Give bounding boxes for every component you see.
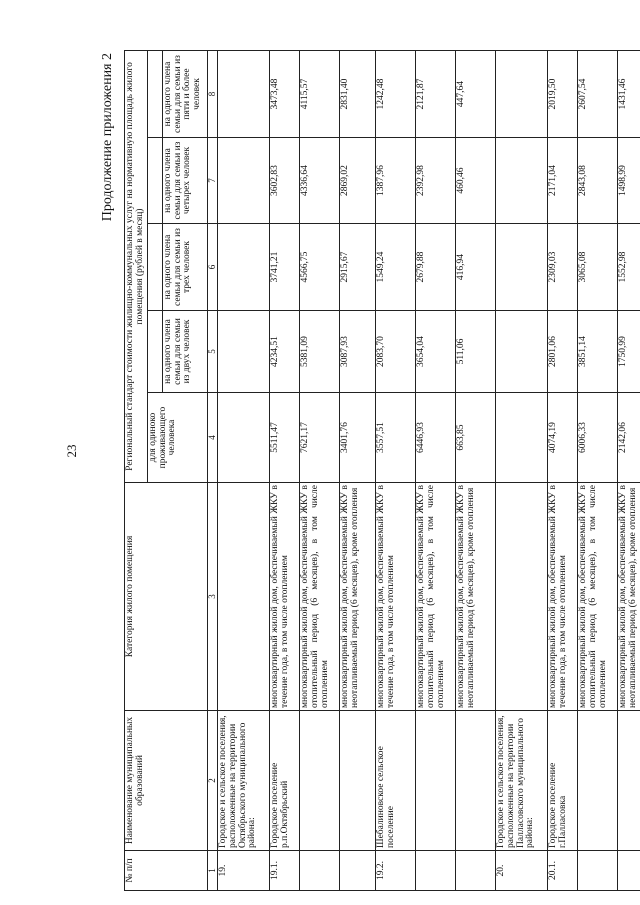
table-row xyxy=(416,50,456,890)
cell-num xyxy=(300,851,340,891)
cell-num: 20.1. xyxy=(548,851,578,891)
column-number: 4 xyxy=(208,393,218,483)
table-row xyxy=(618,50,640,890)
cell-name: Городское и сельское поселения, расположенные на территории Палласовского муниципального района: xyxy=(496,711,548,851)
cell-v6: 2679,88 xyxy=(416,224,456,311)
table-row xyxy=(218,50,270,890)
cell-num xyxy=(456,851,496,891)
table-row xyxy=(376,50,416,890)
cell-v7: 4336,64 xyxy=(300,138,340,224)
table-row xyxy=(578,50,618,890)
cell-num xyxy=(416,851,456,891)
cell-num: 19. xyxy=(218,851,270,891)
cell-v6: 416,94 xyxy=(456,224,496,311)
standard-cost-table xyxy=(124,50,640,891)
cell-v4: 3557,51 xyxy=(376,393,416,483)
header-spacer-8 xyxy=(148,50,163,137)
cell-v8: 1431,46 xyxy=(618,50,640,137)
header-col6: на одного члена семьи для семьи из трех человек xyxy=(163,224,208,311)
cell-v4: 6006,33 xyxy=(578,393,618,483)
cell-v5 xyxy=(218,311,270,393)
cell-v4: 663,85 xyxy=(456,393,496,483)
column-number: 8 xyxy=(208,50,218,137)
column-number: 7 xyxy=(208,138,218,224)
header-category: Категория жилого помещения xyxy=(125,483,208,711)
cell-v7: 2843,08 xyxy=(578,138,618,224)
cell-v6: 1552,98 xyxy=(618,224,640,311)
cell-category: многоквартирный жилой дом, обеспечиваемый ЖКУ в неотапливаемый период (6 месяцев), кроме отопления xyxy=(340,483,376,711)
cell-category: многоквартирный жилой дом, обеспечиваемый ЖКУ в течение года, в том числе отоплением xyxy=(376,483,416,711)
cell-category xyxy=(218,483,270,711)
cell-name xyxy=(300,711,340,851)
cell-v4: 3401,76 xyxy=(340,393,376,483)
cell-category: многоквартирный жилой дом, обеспечиваемый ЖКУ в отопительный период (6 месяцев), в том числе отоплением xyxy=(578,483,618,711)
cell-v5: 2083,70 xyxy=(376,311,416,393)
column-number: 6 xyxy=(208,224,218,311)
cell-num: 20. xyxy=(496,851,548,891)
cell-v8: 3473,48 xyxy=(270,50,300,137)
cell-v6: 3065,08 xyxy=(578,224,618,311)
cell-v8: 2607,54 xyxy=(578,50,618,137)
cell-category: многоквартирный жилой дом, обеспечиваемый ЖКУ в течение года, в том числе отоплением xyxy=(548,483,578,711)
cell-v8: 2831,40 xyxy=(340,50,376,137)
cell-v5: 511,06 xyxy=(456,311,496,393)
cell-v4: 2142,06 xyxy=(618,393,640,483)
cell-v8 xyxy=(218,50,270,137)
header-col8: на одного члена семьи для семьи из пяти и более человек xyxy=(163,50,208,137)
cell-v7: 3602,83 xyxy=(270,138,300,224)
cell-v7: 460,46 xyxy=(456,138,496,224)
table-row xyxy=(548,50,578,890)
cell-name: Городское поселение г.Палласовка xyxy=(548,711,578,851)
cell-name xyxy=(578,711,618,851)
cell-v8: 2019,50 xyxy=(548,50,578,137)
cell-name: Шебалиновское сельское поселение xyxy=(376,711,416,851)
cell-v6: 4566,75 xyxy=(300,224,340,311)
cell-category xyxy=(496,483,548,711)
cell-v6: 2915,67 xyxy=(340,224,376,311)
continuation-title: Продолжение приложения 2 xyxy=(100,53,115,222)
cell-v5: 3654,04 xyxy=(416,311,456,393)
header-standard: Региональный стандарт стоимости жилищно-коммунальных услуг на нормативную площадь жилого помещения (рублей в месяц) xyxy=(125,50,148,482)
cell-name xyxy=(416,711,456,851)
cell-v4: 7621,17 xyxy=(300,393,340,483)
cell-category: многоквартирный жилой дом, обеспечиваемый ЖКУ в отопительный период (6 месяцев), в том числе отоплением xyxy=(416,483,456,711)
page-number: 23 xyxy=(64,444,79,458)
cell-v7 xyxy=(218,138,270,224)
cell-v8: 1242,48 xyxy=(376,50,416,137)
cell-name: Городское и сельское поселения, расположенные на территории Октябрьского муниципального района: xyxy=(218,711,270,851)
table-row xyxy=(300,50,340,890)
cell-v7: 1498,99 xyxy=(618,138,640,224)
cell-v4 xyxy=(218,393,270,483)
cell-name xyxy=(456,711,496,851)
cell-v5: 2801,06 xyxy=(548,311,578,393)
cell-v7 xyxy=(496,138,548,224)
cell-name xyxy=(340,711,376,851)
cell-v7: 1387,96 xyxy=(376,138,416,224)
table-row xyxy=(340,50,376,890)
cell-v8: 447,64 xyxy=(456,50,496,137)
cell-v4: 5511,47 xyxy=(270,393,300,483)
cell-v6: 3741,21 xyxy=(270,224,300,311)
cell-num: 19.1. xyxy=(270,851,300,891)
cell-category: многоквартирный жилой дом, обеспечиваемый ЖКУ в неотапливаемый период (6 месяцев), кроме отопления xyxy=(618,483,640,711)
cell-v6 xyxy=(218,224,270,311)
cell-v7: 2392,98 xyxy=(416,138,456,224)
cell-v5: 5381,09 xyxy=(300,311,340,393)
cell-v8: 2121,87 xyxy=(416,50,456,137)
cell-v5: 3851,14 xyxy=(578,311,618,393)
cell-v4: 4074,19 xyxy=(548,393,578,483)
cell-v8: 4115,57 xyxy=(300,50,340,137)
cell-num xyxy=(578,851,618,891)
cell-v4 xyxy=(496,393,548,483)
cell-category: многоквартирный жилой дом, обеспечиваемый ЖКУ в неотапливаемый период (6 месяцев), кроме отопления xyxy=(456,483,496,711)
table-row xyxy=(496,50,548,890)
header-spacer-7 xyxy=(148,138,163,224)
cell-category: многоквартирный жилой дом, обеспечиваемый ЖКУ в отопительный период (6 месяцев), в том числе отоплением xyxy=(300,483,340,711)
cell-name: Городское поселение р.п.Октябрьский xyxy=(270,711,300,851)
header-spacer-5 xyxy=(148,311,163,393)
cell-v5: 4234,51 xyxy=(270,311,300,393)
cell-v4: 6446,93 xyxy=(416,393,456,483)
column-number: 3 xyxy=(208,483,218,711)
cell-v6: 2309,03 xyxy=(548,224,578,311)
cell-v6: 1549,24 xyxy=(376,224,416,311)
cell-v7: 2869,02 xyxy=(340,138,376,224)
header-col7: на одного члена семьи для семьи из четырех человек xyxy=(163,138,208,224)
cell-num xyxy=(340,851,376,891)
cell-v5: 1750,99 xyxy=(618,311,640,393)
cell-name xyxy=(618,711,640,851)
header-name: Наименование муниципальных образований xyxy=(125,711,208,851)
cell-v5 xyxy=(496,311,548,393)
header-col5: на одного члена семьи для семьи из двух человек xyxy=(163,311,208,393)
cell-num xyxy=(618,851,640,891)
cell-v6 xyxy=(496,224,548,311)
column-number: 2 xyxy=(208,711,218,851)
cell-num: 19.2. xyxy=(376,851,416,891)
table-row xyxy=(456,50,496,890)
rotated-table-sheet xyxy=(100,51,638,891)
table-body xyxy=(218,50,640,890)
cell-v7: 2171,04 xyxy=(548,138,578,224)
header-col4: для одиноко проживающего человека xyxy=(148,393,208,483)
table-row xyxy=(270,50,300,890)
cell-v8 xyxy=(496,50,548,137)
cell-v5: 3087,93 xyxy=(340,311,376,393)
column-number: 1 xyxy=(208,851,218,891)
header-num: № п/п xyxy=(125,851,208,891)
column-number: 5 xyxy=(208,311,218,393)
header-spacer-6 xyxy=(148,224,163,311)
cell-category: многоквартирный жилой дом, обеспечиваемый ЖКУ в течение года, в том числе отоплением xyxy=(270,483,300,711)
